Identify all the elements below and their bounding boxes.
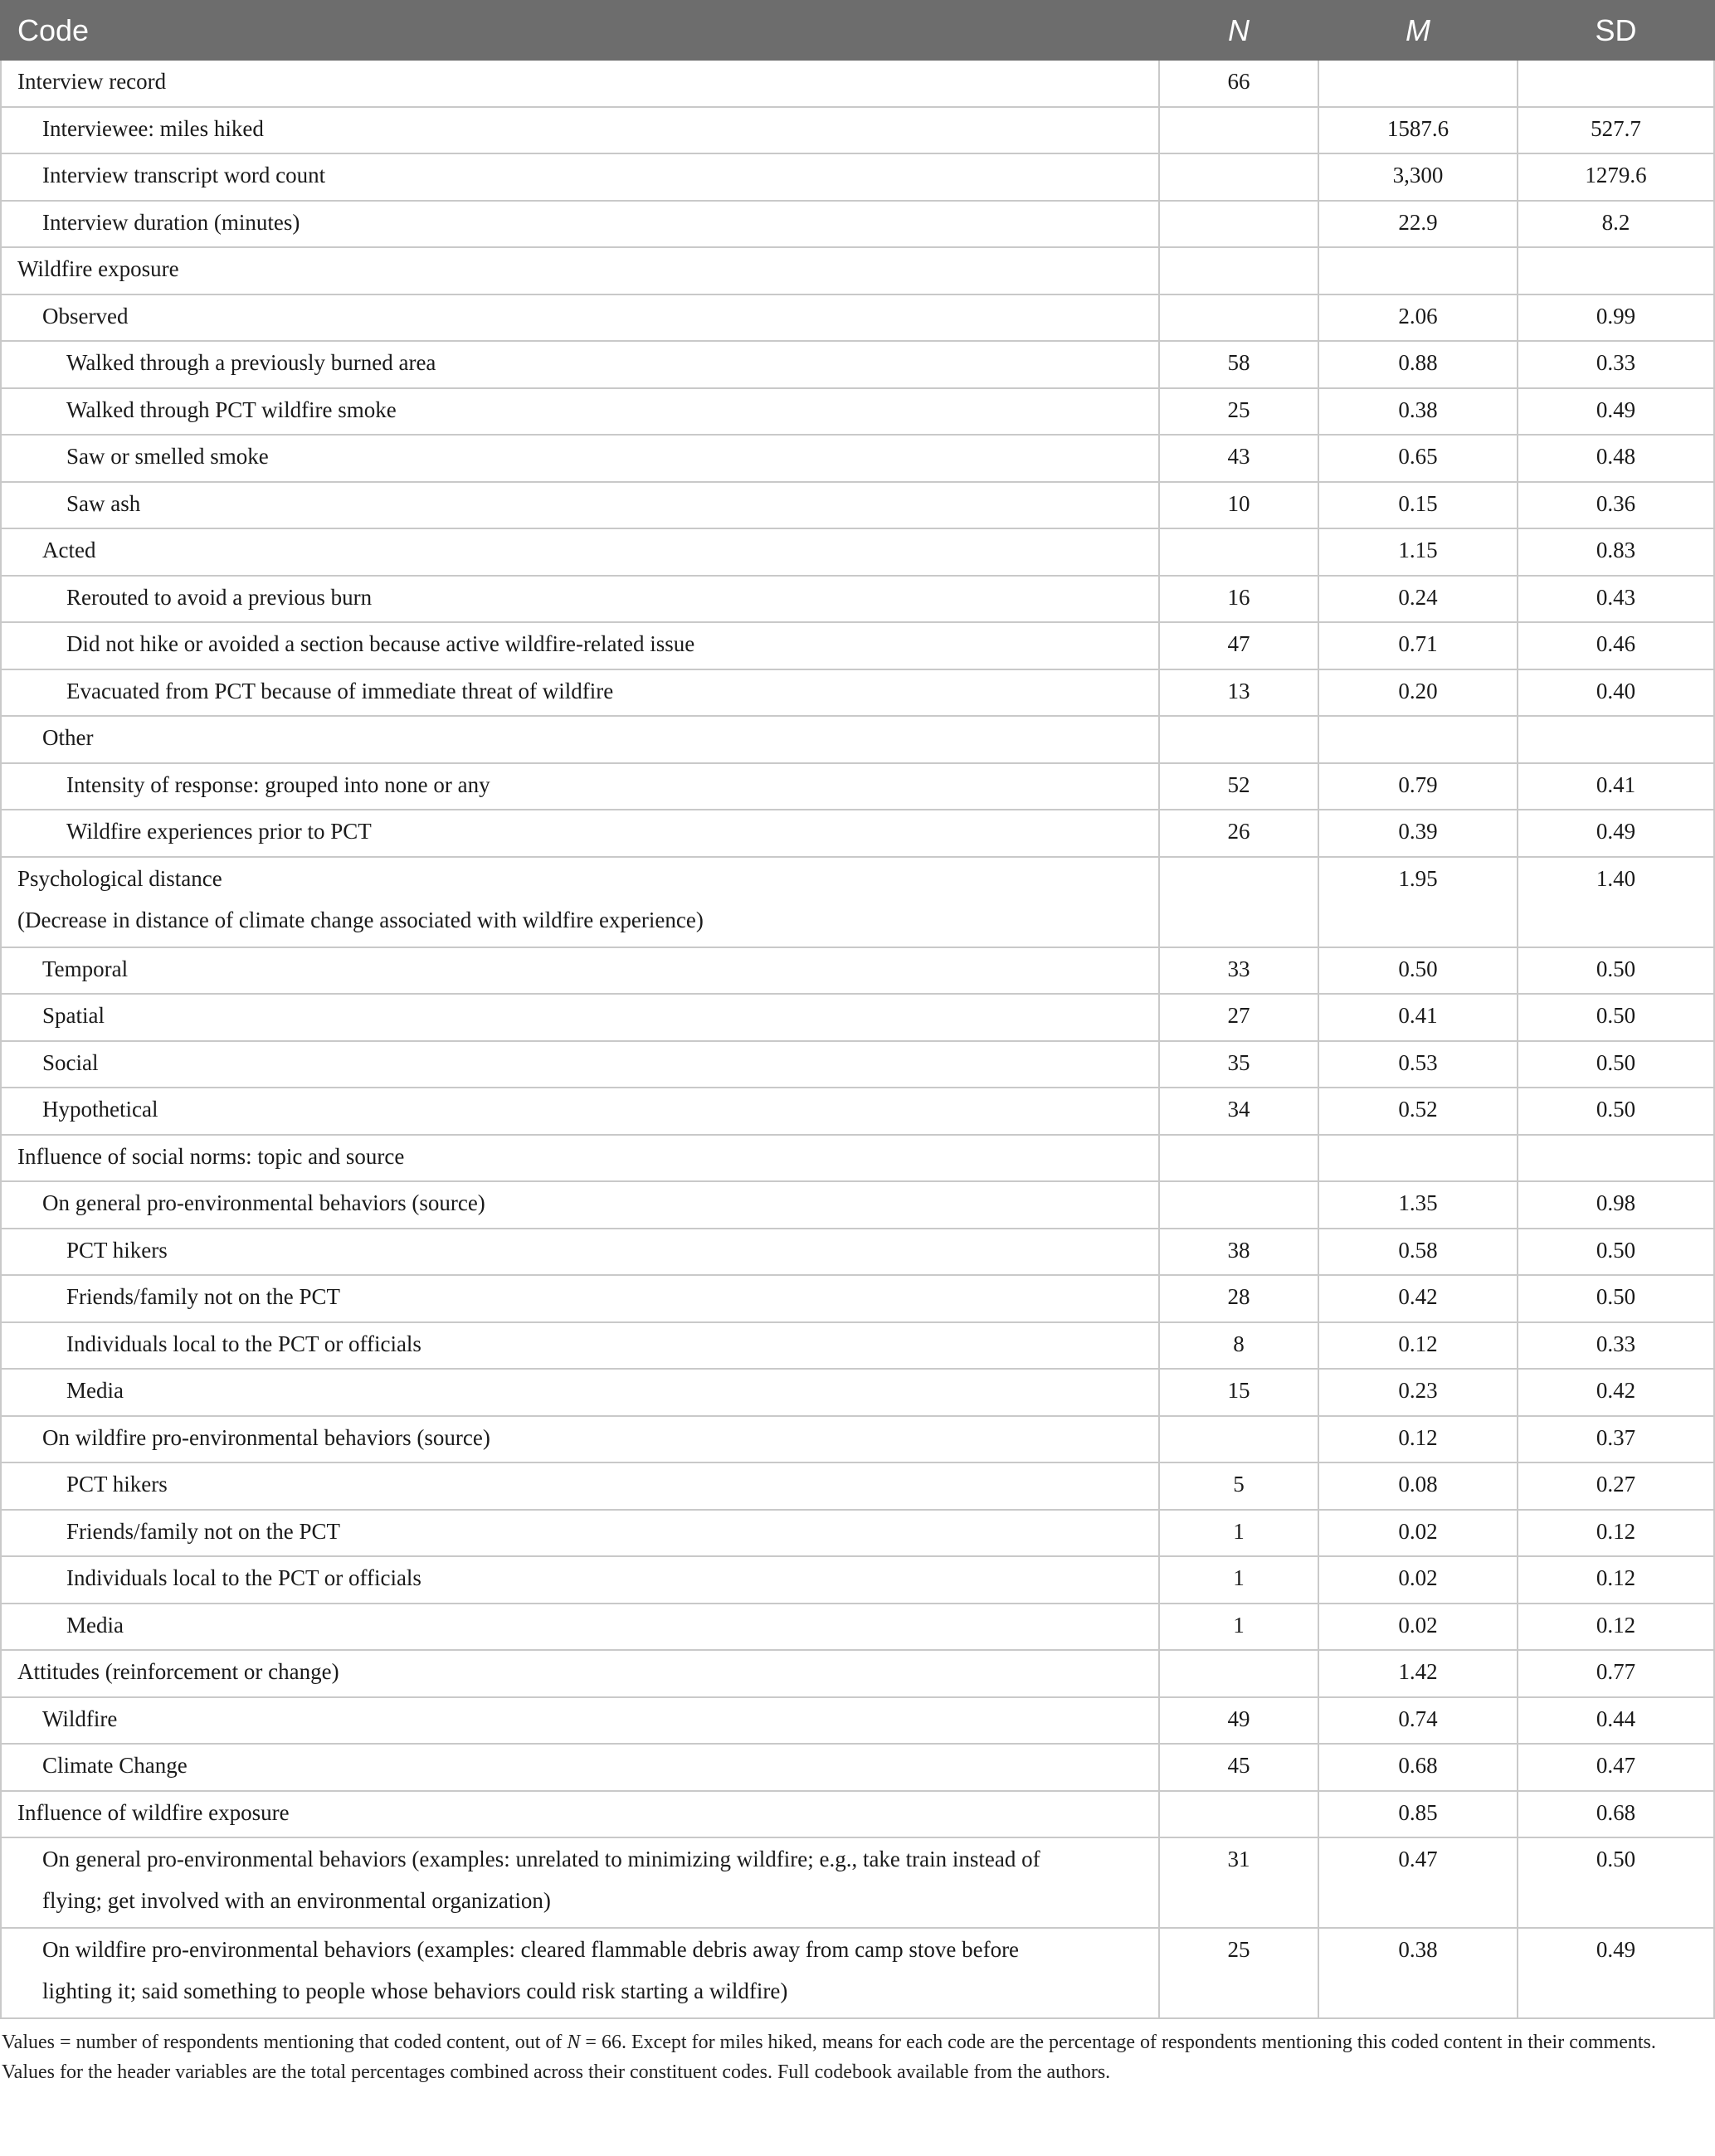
cell-code bbox=[1, 528, 1159, 576]
cell-sd: 0.46 bbox=[1518, 622, 1714, 669]
code-label: Did not hike or avoided a section because active wildfire-related issue bbox=[66, 631, 695, 656]
cell-sd: 0.12 bbox=[1518, 1510, 1714, 1557]
cell-n: 33 bbox=[1159, 947, 1318, 995]
cell-m: 1.15 bbox=[1318, 528, 1518, 576]
code-label: Friends/family not on the PCT bbox=[66, 1284, 340, 1309]
cell-code bbox=[1, 947, 1159, 995]
cell-sd: 527.7 bbox=[1518, 107, 1714, 154]
cell-n: 1 bbox=[1159, 1604, 1318, 1651]
code-label: Hypothetical bbox=[42, 1097, 158, 1122]
code-label: Acted bbox=[42, 538, 96, 562]
cell-code bbox=[1, 1088, 1159, 1135]
table-row bbox=[1, 1928, 1714, 2018]
cell-code bbox=[1, 294, 1159, 342]
table-row bbox=[1, 247, 1714, 294]
cell-n: 26 bbox=[1159, 810, 1318, 857]
cell-sd: 0.42 bbox=[1518, 1369, 1714, 1416]
header-sd: SD bbox=[1518, 1, 1714, 60]
table-row bbox=[1, 763, 1714, 810]
table-row bbox=[1, 388, 1714, 436]
code-label: Observed bbox=[42, 303, 129, 329]
cell-sd: 0.48 bbox=[1518, 435, 1714, 482]
cell-sd: 0.50 bbox=[1518, 994, 1714, 1041]
cell-sd: 1.40 bbox=[1518, 857, 1714, 947]
cell-code bbox=[1, 247, 1159, 294]
cell-sd: 0.50 bbox=[1518, 1041, 1714, 1088]
cell-n: 25 bbox=[1159, 1928, 1318, 2018]
cell-code bbox=[1, 1510, 1159, 1557]
cell-code bbox=[1, 1928, 1159, 2018]
cell-sd: 0.77 bbox=[1518, 1650, 1714, 1697]
table-row bbox=[1, 622, 1714, 669]
cell-n bbox=[1159, 201, 1318, 248]
table-row bbox=[1, 341, 1714, 388]
cell-m: 22.9 bbox=[1318, 201, 1518, 248]
cell-n: 16 bbox=[1159, 576, 1318, 623]
code-label: Wildfire bbox=[42, 1706, 118, 1731]
code-label: On wildfire pro-environmental behaviors (source) bbox=[42, 1424, 490, 1450]
code-label: Social bbox=[42, 1049, 99, 1075]
cell-code bbox=[1, 1791, 1159, 1838]
table-row bbox=[1, 1604, 1714, 1651]
header-code: Code bbox=[1, 1, 1159, 60]
code-label: Walked through PCT wildfire smoke bbox=[66, 397, 397, 422]
code-label: Psychological distance bbox=[17, 865, 222, 891]
table-row bbox=[1, 1650, 1714, 1697]
code-label: Friends/family not on the PCT bbox=[66, 1518, 340, 1544]
cell-code bbox=[1, 435, 1159, 482]
cell-n bbox=[1159, 1791, 1318, 1838]
cell-sd: 0.43 bbox=[1518, 576, 1714, 623]
cell-m: 3,300 bbox=[1318, 153, 1518, 201]
cell-m: 0.42 bbox=[1318, 1275, 1518, 1322]
cell-m: 0.50 bbox=[1318, 947, 1518, 995]
cell-m: 0.68 bbox=[1318, 1744, 1518, 1791]
cell-m bbox=[1318, 716, 1518, 763]
cell-m: 0.74 bbox=[1318, 1697, 1518, 1745]
cell-sd: 0.50 bbox=[1518, 1275, 1714, 1322]
cell-n bbox=[1159, 716, 1318, 763]
cell-n bbox=[1159, 1135, 1318, 1182]
cell-m: 0.08 bbox=[1318, 1462, 1518, 1510]
cell-m: 0.20 bbox=[1318, 669, 1518, 717]
table-row bbox=[1, 1744, 1714, 1791]
table-row bbox=[1, 716, 1714, 763]
cell-code bbox=[1, 1229, 1159, 1276]
code-label: Walked through a previously burned area bbox=[66, 350, 436, 375]
cell-n: 10 bbox=[1159, 482, 1318, 529]
header-row bbox=[1, 1, 1714, 60]
cell-m: 0.47 bbox=[1318, 1837, 1518, 1928]
cell-m: 0.12 bbox=[1318, 1322, 1518, 1370]
cell-sd bbox=[1518, 716, 1714, 763]
table-row bbox=[1, 1322, 1714, 1370]
cell-n: 49 bbox=[1159, 1697, 1318, 1745]
cell-n: 38 bbox=[1159, 1229, 1318, 1276]
cell-code bbox=[1, 576, 1159, 623]
cell-n bbox=[1159, 1650, 1318, 1697]
code-label: Attitudes (reinforcement or change) bbox=[17, 1659, 339, 1684]
cell-sd: 0.49 bbox=[1518, 810, 1714, 857]
cell-m: 0.39 bbox=[1318, 810, 1518, 857]
cell-m: 0.65 bbox=[1318, 435, 1518, 482]
cell-n bbox=[1159, 528, 1318, 576]
footnote-part1: Values = number of respondents mentioning that coded content, out of bbox=[2, 2032, 568, 2053]
cell-n: 45 bbox=[1159, 1744, 1318, 1791]
cell-n bbox=[1159, 857, 1318, 947]
cell-n bbox=[1159, 107, 1318, 154]
table-row bbox=[1, 1697, 1714, 1745]
cell-m: 1.35 bbox=[1318, 1181, 1518, 1229]
cell-m: 2.06 bbox=[1318, 294, 1518, 342]
table-row bbox=[1, 857, 1714, 947]
cell-n: 1 bbox=[1159, 1510, 1318, 1557]
table-row bbox=[1, 435, 1714, 482]
cell-code bbox=[1, 341, 1159, 388]
cell-code bbox=[1, 1275, 1159, 1322]
cell-code bbox=[1, 1181, 1159, 1229]
cell-n: 15 bbox=[1159, 1369, 1318, 1416]
code-label: Spatial bbox=[42, 1003, 105, 1028]
table-row bbox=[1, 1181, 1714, 1229]
cell-sd: 0.37 bbox=[1518, 1416, 1714, 1463]
cell-sd: 0.68 bbox=[1518, 1791, 1714, 1838]
code-label: Other bbox=[42, 725, 94, 750]
cell-code bbox=[1, 994, 1159, 1041]
code-label: Evacuated from PCT because of immediate threat of wildfire bbox=[66, 678, 614, 703]
code-label: Rerouted to avoid a previous burn bbox=[66, 584, 373, 610]
cell-sd: 0.50 bbox=[1518, 1088, 1714, 1135]
cell-sd: 0.50 bbox=[1518, 1837, 1714, 1928]
cell-code bbox=[1, 60, 1159, 107]
cell-sd: 0.50 bbox=[1518, 947, 1714, 995]
code-label: PCT hikers bbox=[66, 1472, 168, 1497]
footnote-n-symbol: N bbox=[567, 2032, 581, 2053]
code-label-continued: lighting it; said something to people whose behaviors could risk starting a wildfire) bbox=[42, 1978, 788, 2003]
cell-n: 47 bbox=[1159, 622, 1318, 669]
code-label: Influence of wildfire exposure bbox=[17, 1799, 290, 1825]
cell-n bbox=[1159, 1416, 1318, 1463]
cell-m: 0.52 bbox=[1318, 1088, 1518, 1135]
cell-sd: 0.33 bbox=[1518, 341, 1714, 388]
table-row bbox=[1, 1556, 1714, 1604]
table-row bbox=[1, 1837, 1714, 1928]
cell-code bbox=[1, 763, 1159, 810]
table-row bbox=[1, 1416, 1714, 1463]
table-row bbox=[1, 60, 1714, 107]
code-label: Wildfire experiences prior to PCT bbox=[66, 819, 372, 844]
table-row bbox=[1, 1135, 1714, 1182]
code-label: Saw ash bbox=[66, 490, 141, 516]
code-label: On general pro-environmental behaviors (source) bbox=[42, 1190, 485, 1215]
cell-n: 31 bbox=[1159, 1837, 1318, 1928]
cell-sd: 0.40 bbox=[1518, 669, 1714, 717]
code-label: Interview duration (minutes) bbox=[42, 209, 300, 235]
cell-code bbox=[1, 1462, 1159, 1510]
table-row bbox=[1, 528, 1714, 576]
code-label: On general pro-environmental behaviors (examples: unrelated to minimizing wildfire; e.g., take train instead of bbox=[42, 1847, 1040, 1871]
cell-code bbox=[1, 1135, 1159, 1182]
cell-code bbox=[1, 1744, 1159, 1791]
cell-code bbox=[1, 388, 1159, 436]
cell-sd: 0.27 bbox=[1518, 1462, 1714, 1510]
cell-code bbox=[1, 1041, 1159, 1088]
cell-sd: 0.49 bbox=[1518, 1928, 1714, 2018]
code-label: Media bbox=[66, 1612, 124, 1638]
code-label-continued: flying; get involved with an environmental organization) bbox=[42, 1888, 551, 1913]
table-row bbox=[1, 1041, 1714, 1088]
table-row bbox=[1, 1275, 1714, 1322]
cell-n: 43 bbox=[1159, 435, 1318, 482]
cell-m: 0.02 bbox=[1318, 1604, 1518, 1651]
cell-m: 0.85 bbox=[1318, 1791, 1518, 1838]
cell-code bbox=[1, 1369, 1159, 1416]
code-label: Climate Change bbox=[42, 1753, 188, 1778]
cell-code bbox=[1, 622, 1159, 669]
cell-m: 0.12 bbox=[1318, 1416, 1518, 1463]
cell-m: 0.38 bbox=[1318, 1928, 1518, 2018]
cell-sd bbox=[1518, 60, 1714, 107]
cell-m bbox=[1318, 60, 1518, 107]
code-label: Intensity of response: grouped into none or any bbox=[66, 771, 490, 797]
cell-m: 1.95 bbox=[1318, 857, 1518, 947]
code-label: Individuals local to the PCT or officials bbox=[66, 1331, 421, 1356]
table-row bbox=[1, 576, 1714, 623]
code-label-continued: (Decrease in distance of climate change associated with wildfire experience) bbox=[17, 907, 704, 932]
cell-m bbox=[1318, 1135, 1518, 1182]
table-row bbox=[1, 482, 1714, 529]
cell-m: 1.42 bbox=[1318, 1650, 1518, 1697]
cell-m: 1587.6 bbox=[1318, 107, 1518, 154]
table-row bbox=[1, 1369, 1714, 1416]
cell-sd: 0.50 bbox=[1518, 1229, 1714, 1276]
table-row bbox=[1, 669, 1714, 717]
table-row bbox=[1, 947, 1714, 995]
cell-code bbox=[1, 810, 1159, 857]
cell-sd: 0.44 bbox=[1518, 1697, 1714, 1745]
cell-code bbox=[1, 1837, 1159, 1928]
cell-sd: 0.33 bbox=[1518, 1322, 1714, 1370]
cell-sd bbox=[1518, 247, 1714, 294]
cell-code bbox=[1, 107, 1159, 154]
cell-code bbox=[1, 201, 1159, 248]
cell-n: 34 bbox=[1159, 1088, 1318, 1135]
cell-n: 58 bbox=[1159, 341, 1318, 388]
cell-sd: 0.41 bbox=[1518, 763, 1714, 810]
cell-code bbox=[1, 482, 1159, 529]
cell-code bbox=[1, 716, 1159, 763]
cell-n: 1 bbox=[1159, 1556, 1318, 1604]
cell-n bbox=[1159, 153, 1318, 201]
table-row bbox=[1, 1088, 1714, 1135]
code-label: Media bbox=[66, 1378, 124, 1403]
table-row bbox=[1, 810, 1714, 857]
cell-n: 66 bbox=[1159, 60, 1318, 107]
table-row bbox=[1, 153, 1714, 201]
table-row bbox=[1, 294, 1714, 342]
table-row bbox=[1, 201, 1714, 248]
cell-sd: 0.12 bbox=[1518, 1604, 1714, 1651]
cell-n bbox=[1159, 1181, 1318, 1229]
cell-m: 0.79 bbox=[1318, 763, 1518, 810]
cell-sd: 0.99 bbox=[1518, 294, 1714, 342]
cell-n: 8 bbox=[1159, 1322, 1318, 1370]
cell-m: 0.58 bbox=[1318, 1229, 1518, 1276]
cell-code bbox=[1, 153, 1159, 201]
cell-code bbox=[1, 1322, 1159, 1370]
table-row bbox=[1, 994, 1714, 1041]
cell-m: 0.15 bbox=[1318, 482, 1518, 529]
code-label: Interview record bbox=[17, 69, 167, 94]
cell-n: 13 bbox=[1159, 669, 1318, 717]
table-footnote bbox=[0, 2019, 1708, 2087]
table-row bbox=[1, 1510, 1714, 1557]
cell-code bbox=[1, 1556, 1159, 1604]
cell-sd: 0.36 bbox=[1518, 482, 1714, 529]
cell-n: 5 bbox=[1159, 1462, 1318, 1510]
table-row bbox=[1, 107, 1714, 154]
cell-sd: 0.83 bbox=[1518, 528, 1714, 576]
table-body bbox=[1, 60, 1714, 2018]
code-label: Influence of social norms: topic and source bbox=[17, 1143, 405, 1169]
table-header bbox=[1, 1, 1714, 60]
cell-n: 27 bbox=[1159, 994, 1318, 1041]
cell-sd: 0.12 bbox=[1518, 1556, 1714, 1604]
cell-code bbox=[1, 1416, 1159, 1463]
header-m: M bbox=[1318, 1, 1518, 60]
cell-m: 0.23 bbox=[1318, 1369, 1518, 1416]
cell-m: 0.88 bbox=[1318, 341, 1518, 388]
cell-m bbox=[1318, 247, 1518, 294]
cell-sd: 0.49 bbox=[1518, 388, 1714, 436]
cell-sd: 0.98 bbox=[1518, 1181, 1714, 1229]
cell-n: 35 bbox=[1159, 1041, 1318, 1088]
cell-code bbox=[1, 1697, 1159, 1745]
cell-code bbox=[1, 857, 1159, 947]
cell-m: 0.24 bbox=[1318, 576, 1518, 623]
cell-code bbox=[1, 1650, 1159, 1697]
code-label: Interview transcript word count bbox=[42, 163, 326, 187]
code-label: Interviewee: miles hiked bbox=[42, 115, 264, 141]
cell-n bbox=[1159, 294, 1318, 342]
code-label: Temporal bbox=[42, 956, 129, 981]
cell-m: 0.53 bbox=[1318, 1041, 1518, 1088]
cell-sd: 0.47 bbox=[1518, 1744, 1714, 1791]
cell-sd: 8.2 bbox=[1518, 201, 1714, 248]
cell-sd: 1279.6 bbox=[1518, 153, 1714, 201]
cell-n: 25 bbox=[1159, 388, 1318, 436]
code-label: On wildfire pro-environmental behaviors (examples: cleared flammable debris away from camp stove before bbox=[42, 1937, 1020, 1962]
code-label: PCT hikers bbox=[66, 1237, 168, 1263]
cell-m: 0.02 bbox=[1318, 1510, 1518, 1557]
cell-code bbox=[1, 1604, 1159, 1651]
cell-m: 0.71 bbox=[1318, 622, 1518, 669]
cell-n: 28 bbox=[1159, 1275, 1318, 1322]
cell-m: 0.41 bbox=[1318, 994, 1518, 1041]
cell-code bbox=[1, 669, 1159, 717]
table-row bbox=[1, 1229, 1714, 1276]
header-n: N bbox=[1159, 1, 1318, 60]
footnote-part2: = 66. Except for miles hiked, means for each code are the percentage of respondents mentioning this coded content in their comments. Values for the header variables are the total percentages combined across their constituent codes. Full codebook available from the authors. bbox=[2, 2032, 1656, 2083]
code-label: Individuals local to the PCT or officials bbox=[66, 1565, 421, 1590]
code-label: Wildfire exposure bbox=[17, 256, 179, 281]
cell-n: 52 bbox=[1159, 763, 1318, 810]
table-row bbox=[1, 1791, 1714, 1838]
cell-n bbox=[1159, 247, 1318, 294]
table-row bbox=[1, 1462, 1714, 1510]
cell-sd bbox=[1518, 1135, 1714, 1182]
code-label: Saw or smelled smoke bbox=[66, 444, 269, 469]
cell-m: 0.02 bbox=[1318, 1556, 1518, 1604]
cell-m: 0.38 bbox=[1318, 388, 1518, 436]
